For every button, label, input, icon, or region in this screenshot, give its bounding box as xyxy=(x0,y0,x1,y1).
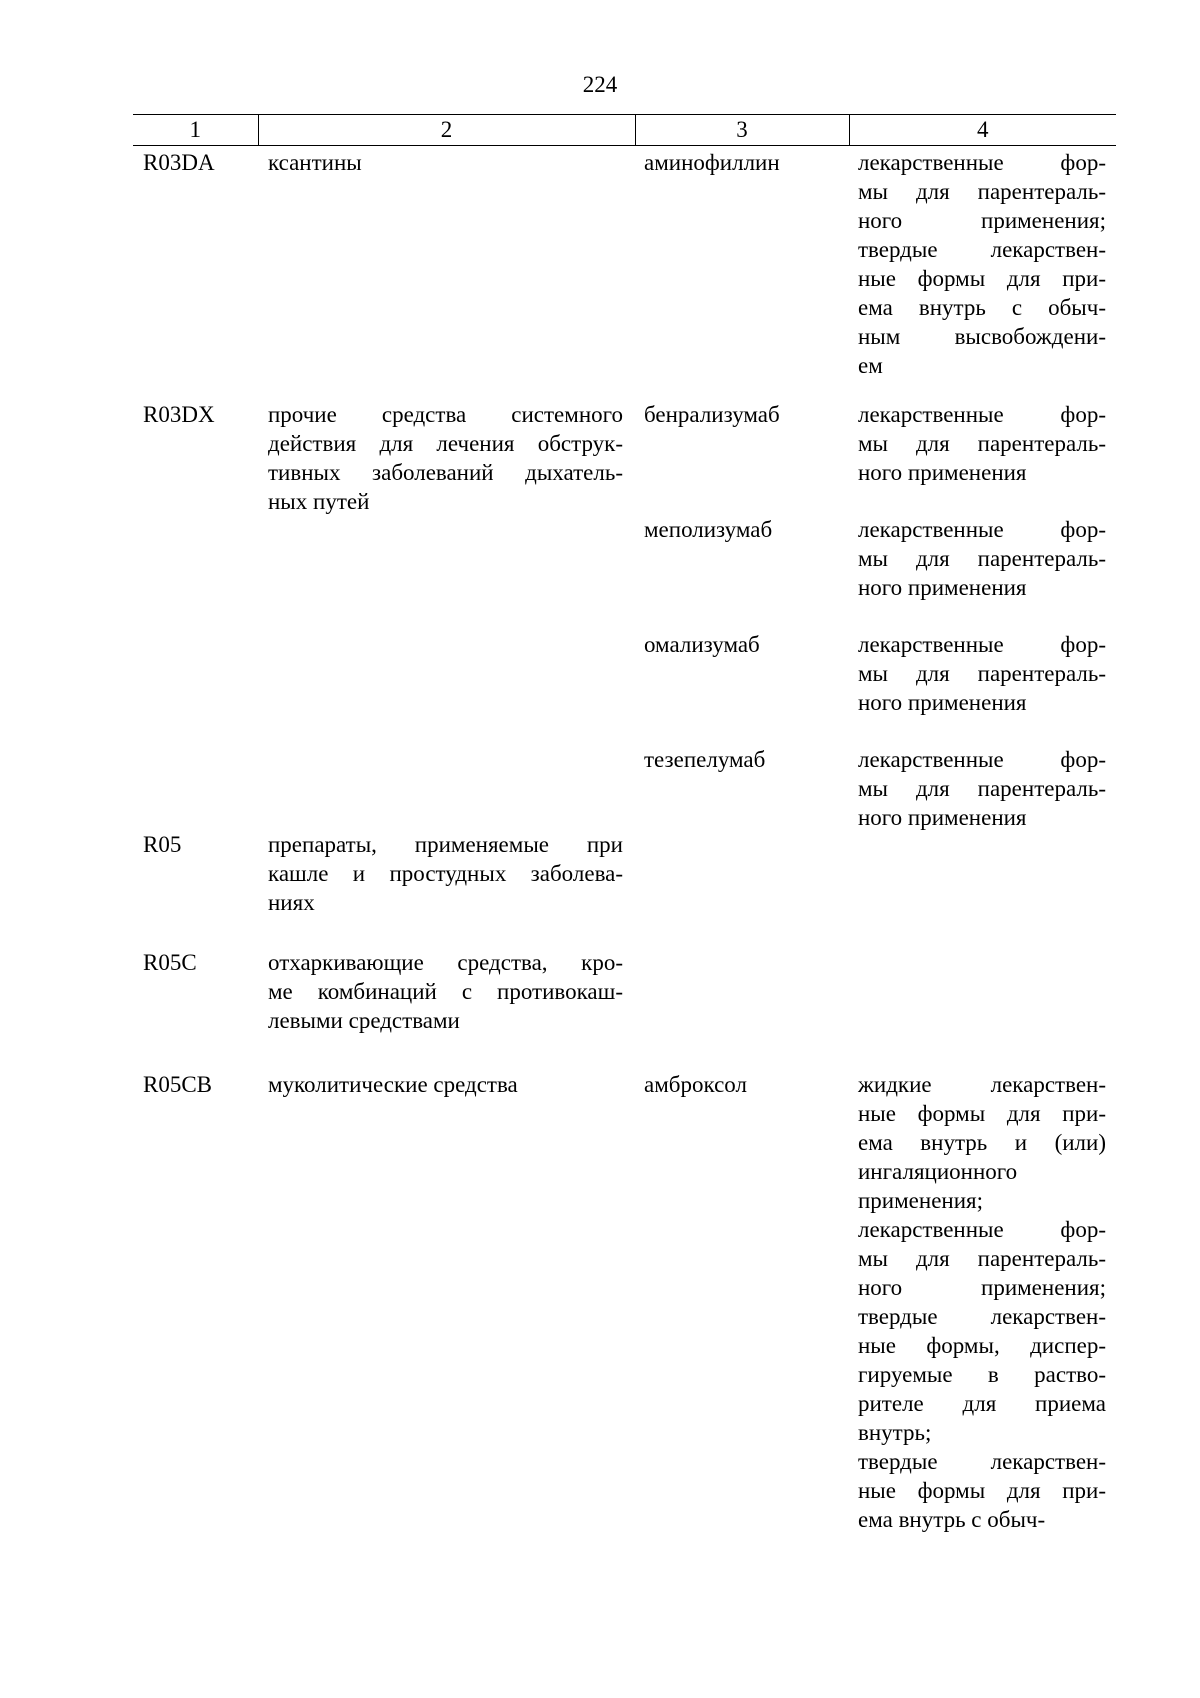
dosage-forms-line: рителе для приема xyxy=(858,1391,1106,1416)
dosage-forms-line: ные формы для при- xyxy=(858,1478,1106,1503)
dosage-forms xyxy=(858,515,1106,602)
dosage-forms-line: ного применения; xyxy=(858,1275,1106,1300)
pharmacological-group-line: прочие средства системного xyxy=(268,402,623,427)
pharmacological-group-line: препараты, применяемые при xyxy=(268,832,623,857)
dosage-forms-line: ного применения xyxy=(858,460,1027,485)
pharmacological-group-line: отхаркивающие средства, кро- xyxy=(268,950,623,975)
dosage-forms-line: ема внутрь и (или) xyxy=(858,1130,1106,1155)
dosage-forms-line: ем xyxy=(858,353,883,378)
pharmacological-group-line: левыми средствами xyxy=(268,1008,460,1033)
atc-code: R05CB xyxy=(143,1072,213,1097)
dosage-forms-line: гируемые в раство- xyxy=(858,1362,1106,1387)
column-header-1: 1 xyxy=(133,115,258,146)
column-header-4: 4 xyxy=(849,115,1116,146)
column-header-3: 3 xyxy=(635,115,849,146)
pharmacological-group-line: ных путей xyxy=(268,489,370,514)
pharmacological-group-line: ксантины xyxy=(268,150,362,175)
dosage-forms-line: твердые лекарствен- xyxy=(858,237,1106,262)
dosage-forms xyxy=(858,400,1106,487)
dosage-forms-line: ные формы, диспер- xyxy=(858,1333,1106,1358)
atc-code: R05C xyxy=(143,950,197,975)
pharmacological-group xyxy=(268,948,623,1035)
pharmacological-group-line: кашле и простудных заболева- xyxy=(268,861,623,886)
dosage-forms xyxy=(858,148,1106,380)
dosage-forms-line: ного применения xyxy=(858,690,1027,715)
column-header-row xyxy=(133,115,1116,146)
atc-code: R03DA xyxy=(143,150,215,175)
column-header-2: 2 xyxy=(258,115,635,146)
atc-code: R03DX xyxy=(143,402,215,427)
dosage-forms-line: жидкие лекарствен- xyxy=(858,1072,1106,1097)
dosage-forms-line: лекарственные фор- xyxy=(858,747,1106,772)
dosage-forms xyxy=(858,630,1106,717)
atc-code: R05 xyxy=(143,832,182,857)
dosage-forms-line: ные формы для при- xyxy=(858,266,1106,291)
dosage-forms-line: ного применения; xyxy=(858,208,1106,233)
dosage-forms-line: применения; xyxy=(858,1188,983,1213)
dosage-forms xyxy=(858,1070,1106,1534)
page-number: 224 xyxy=(582,72,618,97)
dosage-forms-line: мы для парентераль- xyxy=(858,1246,1106,1271)
dosage-forms-line: ема внутрь с обыч- xyxy=(858,1507,1046,1532)
dosage-forms-line: мы для парентераль- xyxy=(858,661,1106,686)
pharmacological-group xyxy=(268,148,623,177)
column-header-table xyxy=(133,114,1116,146)
pharmacological-group-line: муколитические средства xyxy=(268,1072,518,1097)
dosage-forms-line: лекарственные фор- xyxy=(858,402,1106,427)
dosage-forms-line: мы для парентераль- xyxy=(858,179,1106,204)
pharmacological-group-line: ниях xyxy=(268,890,315,915)
dosage-forms-line: ингаляционного xyxy=(858,1159,1018,1184)
pharmacological-group-line: действия для лечения обструк- xyxy=(268,431,623,456)
dosage-forms-line: лекарственные фор- xyxy=(858,632,1106,657)
dosage-forms-line: лекарственные фор- xyxy=(858,150,1106,175)
pharmacological-group xyxy=(268,400,623,516)
drug-name: бенрализумаб xyxy=(644,402,780,427)
dosage-forms xyxy=(858,745,1106,832)
dosage-forms-line: мы для парентераль- xyxy=(858,776,1106,801)
dosage-forms-line: твердые лекарствен- xyxy=(858,1304,1106,1329)
drug-name: тезепелумаб xyxy=(644,747,766,772)
pharmacological-group xyxy=(268,830,623,917)
dosage-forms-line: мы для парентераль- xyxy=(858,546,1106,571)
dosage-forms-line: ные формы для при- xyxy=(858,1101,1106,1126)
dosage-forms-line: ного применения xyxy=(858,575,1027,600)
dosage-forms-line: лекарственные фор- xyxy=(858,517,1106,542)
drug-name: аминофиллин xyxy=(644,150,780,175)
drug-name: меполизумаб xyxy=(644,517,773,542)
pharmacological-group-line: ме комбинаций с противокаш- xyxy=(268,979,623,1004)
pharmacological-group xyxy=(268,1070,623,1099)
pharmacological-group-line: тивных заболеваний дыхатель- xyxy=(268,460,623,485)
dosage-forms-line: ным высвобождени- xyxy=(858,324,1106,349)
dosage-forms-line: ного применения xyxy=(858,805,1027,830)
dosage-forms-line: ема внутрь с обыч- xyxy=(858,295,1106,320)
dosage-forms-line: лекарственные фор- xyxy=(858,1217,1106,1242)
dosage-forms-line: внутрь; xyxy=(858,1420,932,1445)
drug-name: амброксол xyxy=(644,1072,747,1097)
dosage-forms-line: твердые лекарствен- xyxy=(858,1449,1106,1474)
drug-name: омализумаб xyxy=(644,632,760,657)
dosage-forms-line: мы для парентераль- xyxy=(858,431,1106,456)
